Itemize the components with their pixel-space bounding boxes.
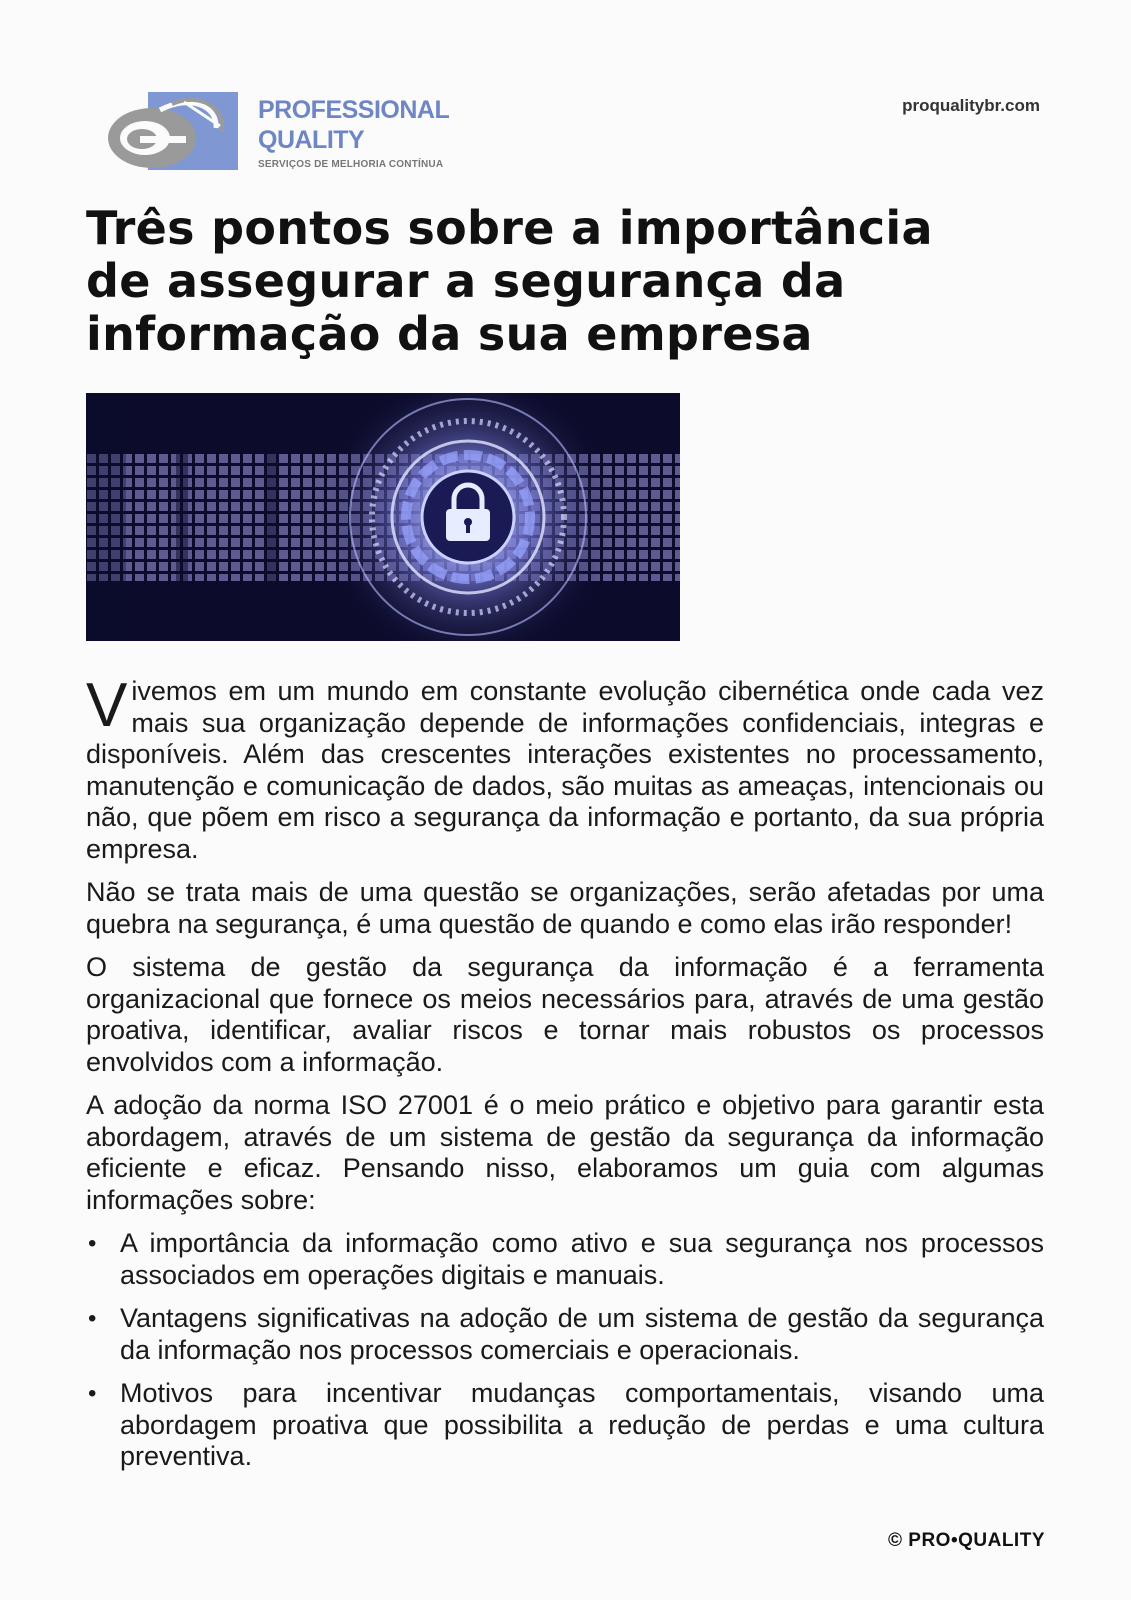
paragraph-intro-text: ivemos em um mundo em constante evolução cibernética onde cada vez mais sua organização depende de informações confidenciais, integras e disponíveis. Além das crescentes interações existentes no processamento, manutenção e comunicação de dados, são muitas as ameaças, intencionais ou não, que põem em risco a segurança da informação e portanto, da sua própria empresa. — [86, 676, 1044, 864]
article-body — [86, 671, 1044, 1485]
bullet-item: • Motivos para incentivar mudanças comportamentais, visando uma abordagem proativa que possibilita a redução de perdas e uma cultura preventiva. — [86, 1378, 1044, 1473]
logo-tagline: SERVIÇOS DE MELHORIA CONTÍNUA — [258, 159, 444, 170]
page-header — [100, 92, 1040, 182]
site-url[interactable]: proqualitybr.com — [902, 96, 1040, 115]
bullet-item: • A importância da informação como ativo e sua segurança nos processos associados em operações digitais e manuais. — [86, 1228, 1044, 1291]
paragraph-2: Não se trata mais de uma questão se organizações, serão afetadas por uma quebra na segurança, é uma questão de quando e como elas irão responder! — [86, 877, 1044, 939]
copyright: © PRO•QUALITY — [888, 1530, 1045, 1551]
logo-mark-icon — [100, 92, 250, 176]
drop-cap: V — [86, 671, 128, 740]
logo-name-line1: PROFESSIONAL — [258, 96, 450, 124]
bullet-item: • Vantagens significativas na adoção de um sistema de gestão da segurança da informação nos processos comerciais e operacionais. — [86, 1303, 1044, 1366]
bullet-list — [86, 1228, 1044, 1473]
hero-image — [86, 393, 680, 641]
paragraph-3: O sistema de gestão da segurança da informação é a ferramenta organizacional que fornece os meios necessários para, através de uma gestão proativa, identificar, avaliar riscos e tornar mais robustos os processos envolvidos com a informação. — [86, 952, 1044, 1077]
paragraph-4: A adoção da norma ISO 27001 é o meio prático e objetivo para garantir esta abordagem, através de um sistema de gestão da segurança da informação eficiente e eficaz. Pensando nisso, elaboramos um guia com algumas informações sobre: — [86, 1090, 1044, 1215]
paragraph-intro — [86, 671, 1044, 865]
company-logo — [100, 92, 480, 176]
logo-name-line2: QUALITY — [258, 126, 365, 154]
article-title: Três pontos sobre a importância de assegurar a segurança da informação da sua empresa — [86, 201, 933, 361]
